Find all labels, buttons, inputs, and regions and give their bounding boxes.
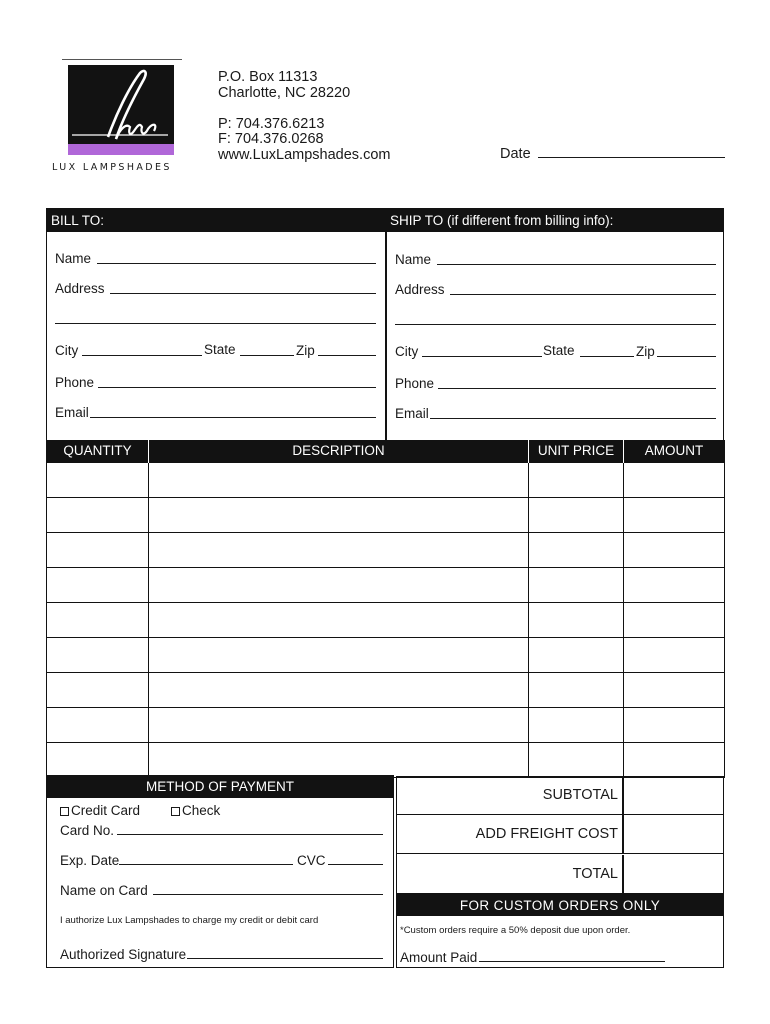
table-row <box>47 742 725 777</box>
description-cell[interactable] <box>149 637 529 672</box>
description-header: DESCRIPTION <box>149 440 529 462</box>
table-row <box>47 462 725 497</box>
bill-to-header: BILL TO: <box>51 213 105 228</box>
quantity-header: QUANTITY <box>47 440 149 462</box>
date-field[interactable] <box>538 157 725 158</box>
ship-name-field[interactable] <box>437 264 716 265</box>
unit-price-cell[interactable] <box>529 532 624 567</box>
website-link[interactable]: www.LuxLampshades.com <box>218 147 391 163</box>
ship-city-label: City <box>395 344 419 359</box>
table-row <box>47 567 725 602</box>
card-no-label: Card No. <box>60 823 115 838</box>
logo-rule <box>62 59 182 60</box>
amount-cell[interactable] <box>624 602 725 637</box>
subtotal-label: SUBTOTAL <box>542 787 618 803</box>
total-label: TOTAL <box>572 866 618 882</box>
amount-cell[interactable] <box>624 742 725 777</box>
amount-cell[interactable] <box>624 532 725 567</box>
table-row <box>47 637 725 672</box>
ship-name-label: Name <box>395 252 432 267</box>
card-no-field[interactable] <box>117 834 383 835</box>
table-row <box>47 532 725 567</box>
bill-email-label: Email <box>55 405 89 420</box>
table-row <box>47 497 725 532</box>
cvc-field[interactable] <box>328 864 383 865</box>
logo-script-icon <box>68 65 174 155</box>
address-divider <box>385 208 387 441</box>
unit-price-cell[interactable] <box>529 602 624 637</box>
ship-zip-label: Zip <box>636 344 655 359</box>
table-row <box>47 602 725 637</box>
quantity-cell[interactable] <box>47 567 149 602</box>
amount-header: AMOUNT <box>624 440 725 462</box>
bill-address-line2-field[interactable] <box>55 323 376 324</box>
quantity-cell[interactable] <box>47 602 149 637</box>
bill-zip-label: Zip <box>296 343 315 358</box>
quantity-cell[interactable] <box>47 742 149 777</box>
custom-orders-note: *Custom orders require a 50% deposit due upon order. <box>400 925 631 936</box>
description-cell[interactable] <box>149 602 529 637</box>
ship-city-field[interactable] <box>422 356 542 357</box>
description-cell[interactable] <box>149 567 529 602</box>
ship-phone-label: Phone <box>395 376 435 391</box>
logo-subtext: LUX LAMPSHADES <box>52 162 172 173</box>
bill-email-field[interactable] <box>90 417 376 418</box>
po-box: P.O. Box 11313 <box>218 69 318 85</box>
bill-zip-field[interactable] <box>318 355 376 356</box>
unit-price-cell[interactable] <box>529 672 624 707</box>
custom-orders-header: FOR CUSTOM ORDERS ONLY <box>459 898 661 913</box>
ship-address-line2-field[interactable] <box>395 324 716 325</box>
name-on-card-field[interactable] <box>153 894 383 895</box>
totals-amount-fields[interactable] <box>622 777 723 893</box>
quantity-cell[interactable] <box>47 637 149 672</box>
phone-number: P: 704.376.6213 <box>218 116 325 132</box>
unit-price-cell[interactable] <box>529 637 624 672</box>
exp-date-field[interactable] <box>119 864 293 865</box>
authorize-text: I authorize Lux Lampshades to charge my credit or debit card <box>60 915 319 926</box>
quantity-cell[interactable] <box>47 707 149 742</box>
fax-number: F: 704.376.0268 <box>218 131 324 147</box>
bill-address-field[interactable] <box>110 293 376 294</box>
check-option[interactable] <box>171 803 220 818</box>
ship-state-label: State <box>543 343 575 358</box>
amount-cell[interactable] <box>624 707 725 742</box>
bill-address-label: Address <box>55 281 105 296</box>
bill-phone-field[interactable] <box>98 387 376 388</box>
ship-phone-field[interactable] <box>438 388 716 389</box>
unit-price-cell[interactable] <box>529 497 624 532</box>
ship-address-label: Address <box>395 282 445 297</box>
description-cell[interactable] <box>149 742 529 777</box>
payment-header: METHOD OF PAYMENT <box>146 779 294 794</box>
bill-name-label: Name <box>55 251 92 266</box>
exp-date-label: Exp. Date <box>60 853 120 868</box>
bill-phone-label: Phone <box>55 375 95 390</box>
description-cell[interactable] <box>149 497 529 532</box>
items-table <box>46 440 725 778</box>
amount-cell[interactable] <box>624 672 725 707</box>
description-cell[interactable] <box>149 672 529 707</box>
amount-paid-label: Amount Paid <box>400 950 478 965</box>
ship-zip-field[interactable] <box>657 356 716 357</box>
credit-card-option[interactable] <box>60 803 140 818</box>
bill-state-field[interactable] <box>240 355 294 356</box>
quantity-cell[interactable] <box>47 532 149 567</box>
credit-card-checkbox[interactable] <box>60 807 69 816</box>
amount-cell[interactable] <box>624 462 725 497</box>
cvc-label: CVC <box>297 853 326 868</box>
items-header-row <box>47 440 725 462</box>
table-row <box>47 707 725 742</box>
credit-card-label: Credit Card <box>71 803 141 818</box>
signature-label: Authorized Signature <box>60 947 187 962</box>
amount-paid-field[interactable] <box>479 961 665 962</box>
unit-price-cell[interactable] <box>529 462 624 497</box>
amount-cell[interactable] <box>624 497 725 532</box>
table-row <box>47 672 725 707</box>
signature-field[interactable] <box>187 958 383 959</box>
ship-to-header: SHIP TO (if different from billing info): <box>390 213 614 228</box>
bill-state-label: State <box>204 342 236 357</box>
ship-state-field[interactable] <box>580 356 634 357</box>
unit-price-header: UNIT PRICE <box>529 440 624 462</box>
description-cell[interactable] <box>149 707 529 742</box>
freight-label: ADD FREIGHT COST <box>475 826 618 842</box>
description-cell[interactable] <box>149 462 529 497</box>
ship-address-field[interactable] <box>450 294 716 295</box>
amount-cell[interactable] <box>624 567 725 602</box>
ship-email-label: Email <box>395 406 429 421</box>
check-checkbox[interactable] <box>171 807 180 816</box>
date-label: Date <box>500 146 531 162</box>
unit-price-cell[interactable] <box>529 567 624 602</box>
city-line: Charlotte, NC 28220 <box>218 85 351 101</box>
bill-city-field[interactable] <box>82 355 202 356</box>
company-logo <box>68 65 174 155</box>
amount-cell[interactable] <box>624 637 725 672</box>
bill-city-label: City <box>55 343 79 358</box>
logo-accent-bar <box>68 144 174 155</box>
name-on-card-label: Name on Card <box>60 883 148 898</box>
check-label: Check <box>182 803 221 818</box>
ship-email-field[interactable] <box>430 418 716 419</box>
unit-price-cell[interactable] <box>529 742 624 777</box>
quantity-cell[interactable] <box>47 462 149 497</box>
quantity-cell[interactable] <box>47 672 149 707</box>
unit-price-cell[interactable] <box>529 707 624 742</box>
bill-name-field[interactable] <box>97 263 376 264</box>
description-cell[interactable] <box>149 532 529 567</box>
quantity-cell[interactable] <box>47 497 149 532</box>
